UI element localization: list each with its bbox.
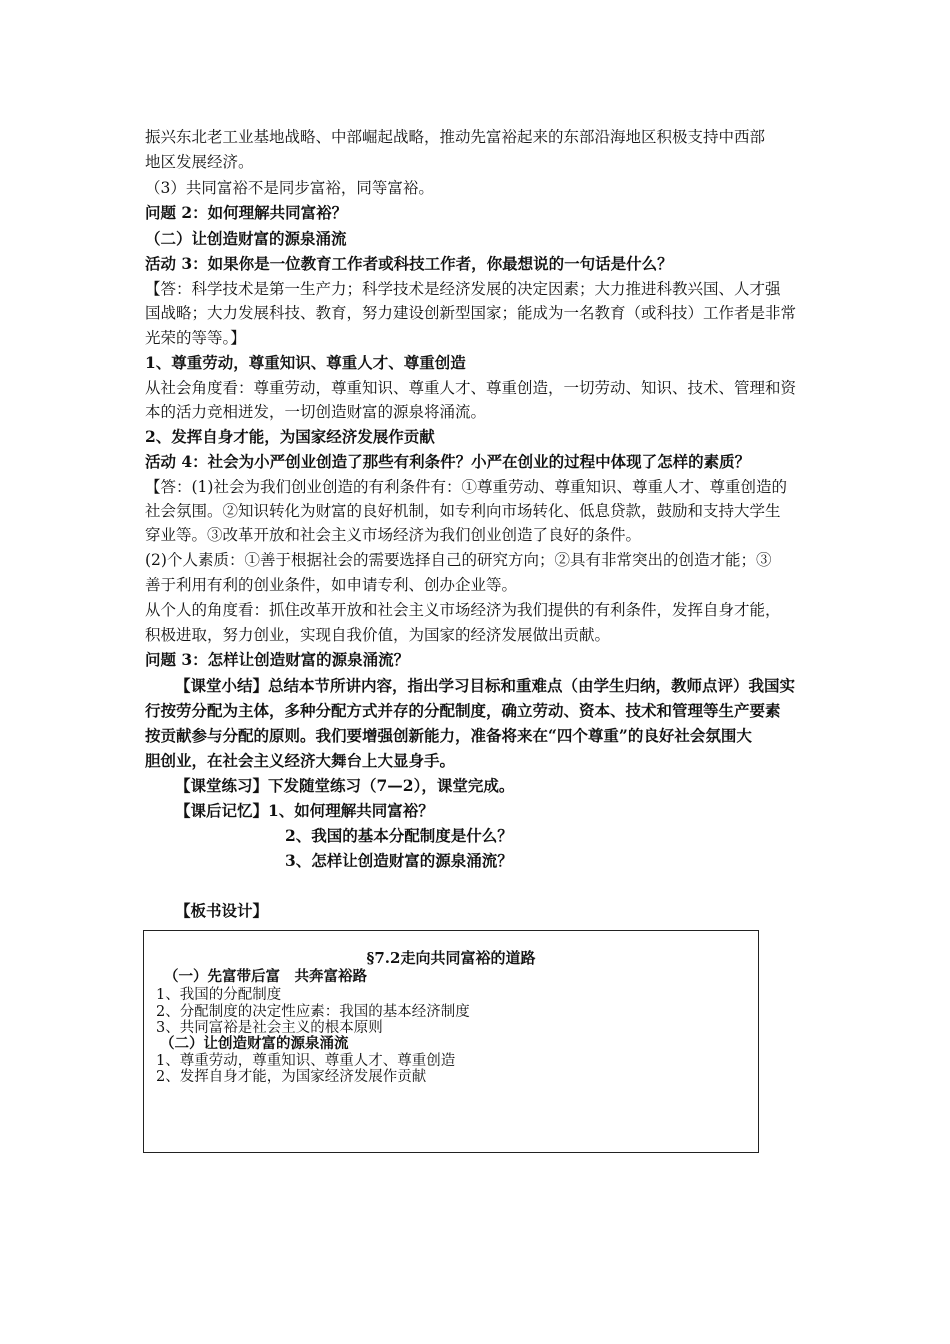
board-title: §7.2走向共同富裕的道路 — [366, 949, 536, 967]
section-heading: （二）让创造财富的源泉涌流 — [145, 229, 347, 248]
text-line: 【答：科学技术是第一生产力；科学技术是经济发展的决定因素；大力推进科教兴国、人才强 — [145, 280, 781, 298]
text-line: 光荣的等等。】 — [145, 329, 246, 347]
question-heading: 问题 3：怎样让创造财富的源泉涌流？ — [145, 650, 410, 669]
text-line: (2)个人素质：①善于根据社会的需要选择自己的研究方向；②具有非常突出的创造才能；③ — [145, 551, 772, 569]
text-line: 从个人的角度看：抓住改革开放和社会主义市场经济为我们提供的有利条件，发挥自身才能， — [145, 601, 781, 619]
question-heading: 问题 2：如何理解共同富裕？ — [145, 203, 348, 222]
memory-question: 3、怎样让创造财富的源泉涌流？ — [285, 851, 513, 870]
board-heading: 【板书设计】 — [175, 901, 269, 920]
text-line: （3）共同富裕不是同步富裕，同等富裕。 — [145, 179, 434, 197]
memory-question: 2、我国的基本分配制度是什么？ — [285, 826, 513, 845]
board-item: 2、发挥自身才能，为国家经济发展作贡献 — [156, 1069, 427, 1085]
board-item: 1、尊重劳动，尊重知识、尊重人才、尊重创造 — [156, 1053, 456, 1069]
board-item: 1、我国的分配制度 — [156, 987, 282, 1003]
board-item: 2、分配制度的决定性应素：我国的基本经济制度 — [156, 1004, 470, 1020]
board-design-box — [143, 930, 759, 1153]
board-item: （二）让创造财富的源泉涌流 — [160, 1035, 349, 1052]
text-line: 从社会角度看：尊重劳动，尊重知识、尊重人才、尊重创造，一切劳动、知识、技术、管理和资 — [145, 379, 797, 397]
text-line: 善于利用有利的创业条件，如申请专利、创办企业等。 — [145, 576, 518, 594]
text-line: 国战略；大力发展科技、教育，努力建设创新型国家；能成为一名教育（或科技）工作者是非常 — [145, 304, 797, 322]
text-line: 振兴东北老工业基地战略、中部崛起战略，推动先富裕起来的东部沿海地区积极支持中西部 — [145, 128, 766, 146]
activity-heading: 活动 4：社会为小严创业创造了那些有利条件？小严在创业的过程中体现了怎样的素质？ — [145, 452, 751, 471]
text-line: 积极进取，努力创业，实现自我价值，为国家的经济发展做出贡献。 — [145, 626, 611, 644]
summary-line: 【课堂小结】总结本节所讲内容，指出学习目标和重难点（由学生归纳，教师点评）我国实 — [175, 676, 796, 695]
text-line: 社会氛围。②知识转化为财富的良好机制，如专利向市场转化、低息贷款，鼓励和支持大学生 — [145, 502, 781, 520]
memory-line: 【课后记忆】1、如何理解共同富裕？ — [175, 801, 434, 820]
board-item: （一）先富带后富 共奔富裕路 — [164, 968, 367, 985]
activity-heading: 活动 3：如果你是一位教育工作者或科技工作者，你最想说的一句话是什么？ — [145, 254, 673, 273]
text-line: 穿业等。③改革开放和社会主义市场经济为我们创业创造了良好的条件。 — [145, 526, 642, 544]
text-line: 【答：(1)社会为我们创业创造的有利条件有：①尊重劳动、尊重知识、尊重人才、尊重创造的 — [145, 478, 787, 496]
practice-line: 【课堂练习】下发随堂练习（7—2），课堂完成。 — [175, 776, 515, 795]
summary-line: 行按劳分配为主体，多种分配方式并存的分配制度，确立劳动、资本、技术和管理等生产要素 — [145, 701, 781, 720]
text-line: 本的活力竞相迸发，一切创造财富的源泉将涌流。 — [145, 403, 487, 421]
board-item: 3、共同富裕是社会主义的根本原则 — [156, 1020, 383, 1036]
text-line: 地区发展经济。 — [145, 153, 254, 171]
subsection-heading: 1、尊重劳动，尊重知识、尊重人才、尊重创造 — [145, 353, 466, 372]
summary-line: 胆创业，在社会主义经济大舞台上大显身手。 — [145, 751, 456, 770]
subsection-heading: 2、发挥自身才能，为国家经济发展作贡献 — [145, 427, 435, 446]
summary-line: 按贡献参与分配的原则。我们要增强创新能力，准备将来在“四个尊重”的良好社会氛围大 — [145, 726, 752, 745]
